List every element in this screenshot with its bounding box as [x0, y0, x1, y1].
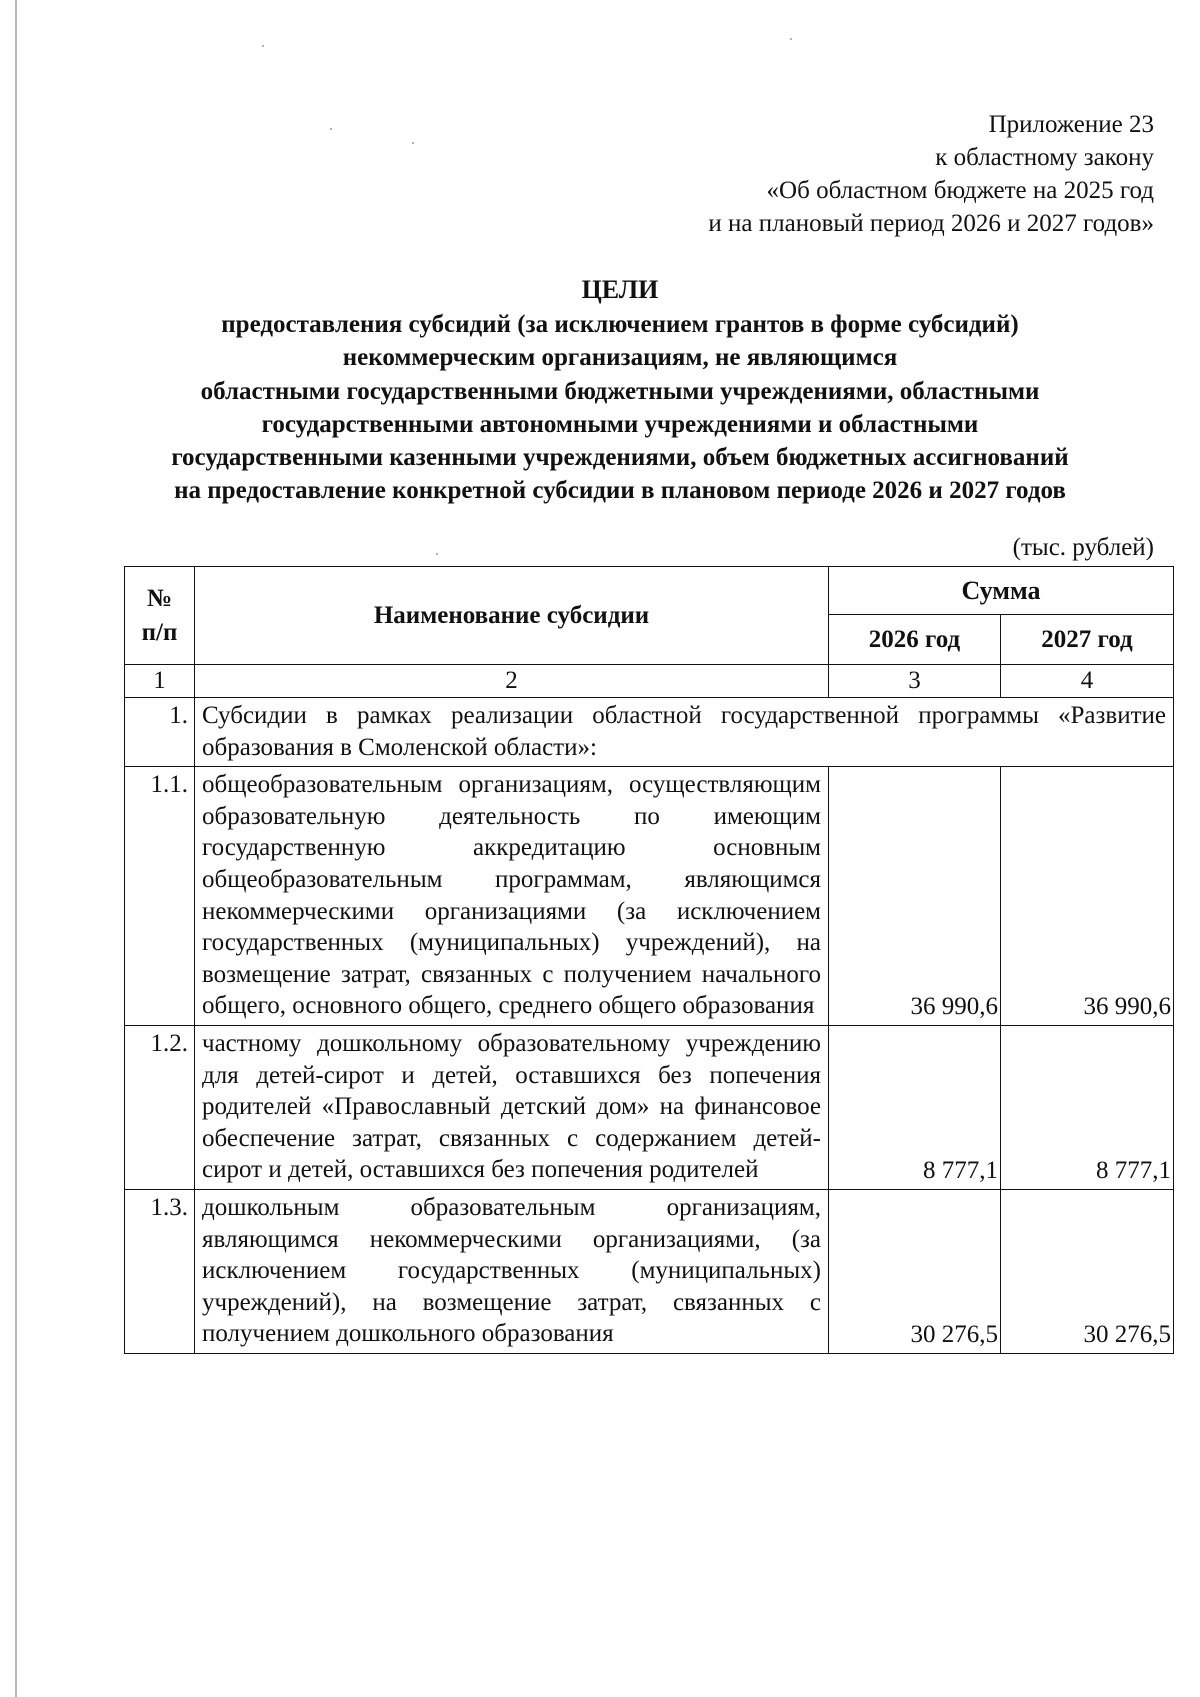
row-text: общеобразовательным организациям, осуществляющим образовательную деятельность по имеющим государственную аккредитацию основным общеобразовательным программам, являющимся некоммерческими организациями (за исключением государственных (муниципальных) учреждений), на возмещение затрат, связанных с получением начального общего, основного общего, среднего общего образования: [195, 767, 829, 1026]
row-text: дошкольным образовательным организациям, являющимся некоммерческими организациями, (за исключением государственных (муниципальных) учреждений), на возмещение затрат, связанных с получением дошкольного образования: [195, 1189, 829, 1353]
table-row: [125, 1025, 1174, 1189]
scan-speck: [412, 142, 414, 144]
title-line: предоставления субсидий (за исключением грантов в форме субсидий): [221, 311, 1019, 338]
row-number: 1.2.: [125, 1025, 195, 1189]
column-number: 4: [1001, 665, 1174, 698]
title-line: областными государственными бюджетными учреждениями, областными: [200, 377, 1040, 405]
row-number: 1.: [125, 698, 195, 767]
table-row: [125, 1189, 1174, 1353]
appendix-line: и на плановый период 2026 и 2027 годов»: [708, 210, 1154, 237]
header-number: [125, 567, 195, 665]
section-text: Субсидии в рамках реализации областной государственной программы «Развитие образования в Смоленской области»:: [195, 698, 1174, 767]
column-number: 3: [829, 665, 1001, 698]
row-text: частному дошкольному образовательному учреждению для детей-сирот и детей, оставшихся без попечения родителей «Православный детский дом» на финансовое обеспечение затрат, связанных с содержанием детей-сирот и детей, оставшихся без попечения родителей: [195, 1025, 829, 1189]
appendix-line: «Об областном бюджете на 2025 год: [766, 177, 1154, 204]
amount-2027: 8 777,1: [1001, 1025, 1174, 1189]
amount-2027: 30 276,5: [1001, 1189, 1174, 1353]
column-number: 2: [195, 665, 829, 698]
appendix-note: [708, 108, 1154, 240]
units-label: (тыс. рублей): [1012, 534, 1154, 561]
column-number-row: [125, 665, 1174, 698]
amount-2026: 36 990,6: [829, 767, 1001, 1026]
scan-speck: [262, 45, 264, 47]
appendix-line: к областному закону: [935, 144, 1154, 171]
header-year-2026: 2026 год: [829, 615, 1001, 665]
scan-speck: [790, 38, 792, 40]
title-main: ЦЕЛИ: [581, 275, 659, 304]
subsidies-table: [124, 566, 1174, 1354]
row-number: 1.3.: [125, 1189, 195, 1353]
title-line: некоммерческим организациям, не являющимся: [342, 344, 898, 372]
header-name: Наименование субсидии: [195, 567, 829, 665]
header-number-sign: №: [146, 584, 173, 612]
header-number-abbr: п/п: [141, 618, 178, 646]
document-title: [60, 272, 1180, 508]
column-number: 1: [125, 665, 195, 698]
title-line: государственными казенными учреждениями, объем бюджетных ассигнований: [171, 444, 1069, 472]
title-line: государственными автономными учреждениями и областными: [261, 410, 979, 438]
table-row: [125, 767, 1174, 1026]
section-row: [125, 698, 1174, 767]
header-sum: Сумма: [829, 567, 1174, 615]
header-year-2027: 2027 год: [1001, 615, 1174, 665]
appendix-line: Приложение 23: [988, 111, 1154, 138]
scan-speck: [330, 128, 332, 130]
amount-2026: 30 276,5: [829, 1189, 1001, 1353]
amount-2027: 36 990,6: [1001, 767, 1174, 1026]
title-line: на предоставление конкретной субсидии в плановом периоде 2026 и 2027 годов: [174, 477, 1066, 505]
scan-edge-line: [15, 0, 17, 1697]
row-number: 1.1.: [125, 767, 195, 1026]
scan-speck: [436, 553, 438, 555]
amount-2026: 8 777,1: [829, 1025, 1001, 1189]
